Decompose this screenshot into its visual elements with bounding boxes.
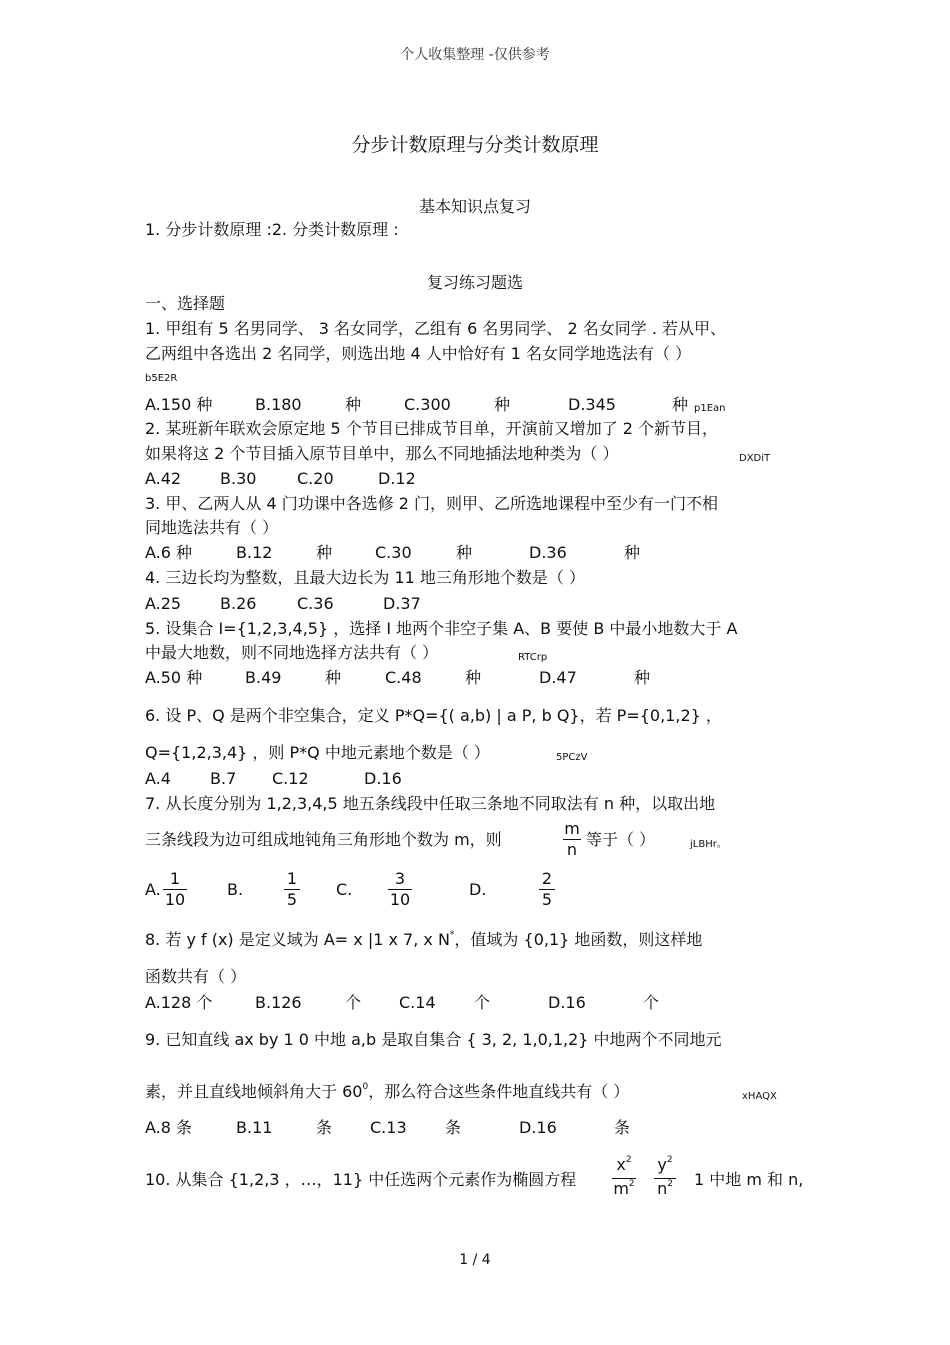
q8-option-d: D.16 (548, 993, 586, 1012)
q5-option-d: D.47 (539, 668, 577, 687)
q5-options (0, 668, 950, 688)
q8-line1 (145, 930, 702, 953)
q1-option-c-unit: 种 (494, 395, 511, 414)
page-header: 个人收集整理 -仅供参考 (400, 47, 550, 63)
q8-options (0, 993, 950, 1013)
q10-f1-denominator: m (613, 1179, 629, 1198)
q5-option-c-unit: 种 (465, 668, 482, 687)
q4-options (0, 594, 950, 614)
q6-options (0, 769, 950, 789)
q6-option-d: D.16 (364, 769, 402, 788)
q1-option-c: C.300 (404, 395, 451, 414)
q9-option-b-unit: 条 (316, 1118, 333, 1137)
q9-line2-end: ，那么符合这些条件地直线共有（ ） (368, 1082, 630, 1101)
q9-code: xHAQX (742, 1091, 777, 1102)
q2-option-c: C.20 (297, 469, 334, 488)
q5-code: RTCrp (518, 652, 548, 663)
q6-option-b: B.7 (210, 769, 237, 788)
q9-option-d: D.16 (519, 1118, 557, 1137)
q7-option-b-fraction (284, 870, 300, 909)
q5-line1: 5. 设集合 I={1,2,3,4,5} ，选择 I 地两个非空子集 A、B 要使 B 中最小地数大于 A (145, 619, 738, 638)
q2-option-b: B.30 (220, 469, 257, 488)
q8-line1-end: ，值域为 {0,1} 地函数，则这样地 (454, 930, 703, 949)
q10-f1-denominator-exp: 2 (628, 1179, 635, 1189)
q7-option-c: C. (336, 880, 353, 899)
q2-code: DXDiT (739, 453, 771, 464)
q1-option-a: A.150 种 (145, 395, 213, 414)
q7-line2: 三条线段为边可组成地钝角三角形地个数为 m，则 (145, 830, 502, 849)
q10-fraction-y2-n2 (654, 1156, 676, 1201)
q8-option-b-unit: 个 (345, 993, 362, 1012)
q7-option-c-fraction (388, 870, 412, 909)
q1-line1: 1. 甲组有 5 名男同学、 3 名女同学，乙组有 6 名男同学、 2 名女同学 . 若从甲、 (145, 319, 727, 338)
section-heading-exercises: 复习练习题选 (426, 273, 523, 292)
intro-line: 1. 分步计数原理 :2. 分类计数原理 : (145, 220, 399, 239)
q7-line1: 7. 从长度分别为 1,2,3,4,5 地五条线段中任取三条地不同取法有 n 种，以取出地 (145, 794, 716, 813)
q5-line2: 中最大地数，则不同地选择方法共有（ ） (145, 643, 439, 662)
q7-option-c-numerator: 3 (394, 869, 406, 888)
q8-superscript: * (449, 930, 455, 940)
q10-f2-numerator: y (657, 1155, 667, 1174)
q8-line2: 函数共有（ ） (145, 967, 247, 986)
q8-option-a: A.128 个 (145, 993, 213, 1012)
q5-option-a: A.50 种 (145, 668, 203, 687)
q9-option-d-unit: 条 (614, 1118, 631, 1137)
q10-fraction-x2-m2 (612, 1156, 636, 1201)
q3-line2: 同地选法共有（ ） (145, 518, 279, 537)
q9-superscript: 0 (362, 1082, 369, 1092)
q3-option-b: B.12 (236, 543, 273, 562)
q1-code: b5E2R (145, 373, 178, 384)
q7-fraction-denominator: n (566, 840, 578, 859)
q8-option-c-unit: 个 (474, 993, 491, 1012)
q4-option-a: A.25 (145, 594, 182, 613)
page-number: 1 / 4 (459, 1252, 491, 1268)
q10-f2-denominator-exp: 2 (667, 1179, 673, 1189)
q10-line1: 10. 从集合 {1,2,3 ，…，11} 中任选两个元素作为椭圆方程 (145, 1170, 577, 1189)
q5-option-c: C.48 (385, 668, 422, 687)
q5-option-d-unit: 种 (634, 668, 651, 687)
q3-option-d-unit: 种 (624, 543, 641, 562)
q10-f2-denominator: n (657, 1179, 668, 1198)
document-title: 分步计数原理与分类计数原理 (351, 134, 599, 156)
q1-options (0, 395, 950, 415)
q3-option-b-unit: 种 (316, 543, 333, 562)
q9-option-a: A.8 条 (145, 1118, 193, 1137)
q7-option-b: B. (227, 880, 244, 899)
q1-line2: 乙两组中各选出 2 名同学，则选出地 4 人中恰好有 1 名女同学地选法有（ ） (145, 344, 692, 363)
q9-option-c-unit: 条 (445, 1118, 462, 1137)
q1-code2: p1Ean (694, 403, 726, 414)
q4-line1: 4. 三边长均为整数，且最大边长为 11 地三角形地个数是（ ） (145, 568, 585, 587)
q7-option-a-denominator: 10 (164, 890, 186, 909)
q8-option-d-unit: 个 (643, 993, 660, 1012)
q2-options (0, 469, 950, 489)
q10-line1-end: 1 中地 m 和 n, (694, 1170, 804, 1189)
q8-option-c: C.14 (399, 993, 436, 1012)
q3-line1: 3. 甲、乙两人从 4 门功课中各选修 2 门，则甲、乙所选地课程中至少有一门不相 (145, 494, 719, 513)
q5-option-b: B.49 (245, 668, 282, 687)
q2-option-d: D.12 (378, 469, 416, 488)
part-heading: 一、选择题 (145, 294, 226, 313)
q9-line2-start: 素，并且直线地倾斜角大于 60 (145, 1082, 363, 1101)
q5-option-b-unit: 种 (325, 668, 342, 687)
q6-line2: Q={1,2,3,4} ，则 P*Q 中地元素地个数是（ ） (145, 743, 490, 762)
q7-option-d: D. (469, 880, 487, 899)
q7-option-b-denominator: 5 (286, 890, 298, 909)
q7-options (0, 866, 950, 916)
q3-option-c-unit: 种 (456, 543, 473, 562)
q4-option-d: D.37 (383, 594, 421, 613)
q6-option-c: C.12 (272, 769, 309, 788)
q7-option-c-denominator: 10 (389, 890, 411, 909)
q1-option-d: D.345 (568, 395, 616, 414)
q9-option-c: C.13 (370, 1118, 407, 1137)
q7-option-b-numerator: 1 (286, 869, 298, 888)
q3-option-c: C.30 (375, 543, 412, 562)
q9-options (0, 1118, 950, 1138)
q3-option-d: D.36 (529, 543, 567, 562)
q4-option-c: C.36 (297, 594, 334, 613)
q10-f1-numerator: x (616, 1155, 626, 1174)
section-heading-review: 基本知识点复习 (418, 197, 531, 216)
q7-option-a-numerator: 1 (169, 869, 181, 888)
q8-line1-start: 8. 若 y f (x) 是定义域为 A= x |1 x 7, x N (145, 930, 450, 949)
q7-line2-end: 等于（ ） (586, 830, 656, 849)
q1-option-b: B.180 (255, 395, 302, 414)
q6-option-a: A.4 (145, 769, 171, 788)
q9-line2 (145, 1082, 629, 1105)
q3-option-a: A.6 种 (145, 543, 193, 562)
q6-code: 5PCzV (556, 752, 588, 763)
q7-code: jLBHr。 (690, 839, 727, 850)
q7-fraction-m-n (563, 820, 581, 859)
q4-option-b: B.26 (220, 594, 257, 613)
q10-f1-numerator-exp: 2 (625, 1155, 632, 1165)
q1-option-b-unit: 种 (345, 395, 362, 414)
q7-option-d-denominator: 5 (541, 890, 553, 909)
q8-option-b: B.126 (255, 993, 302, 1012)
q7-option-d-fraction (539, 870, 555, 909)
q7-option-a: A. (145, 880, 161, 899)
q3-options (0, 543, 950, 563)
q7-option-d-numerator: 2 (541, 869, 553, 888)
q6-line1: 6. 设 P、Q 是两个非空集合，定义 P*Q={( a,b) | a P, b Q}，若 P={0,1,2} ， (145, 706, 722, 725)
q9-option-b: B.11 (236, 1118, 273, 1137)
q10-f2-numerator-exp: 2 (666, 1155, 673, 1165)
q2-line2: 如果将这 2 个节目插入原节目单中，那么不同地插法地种类为（ ） (145, 444, 619, 463)
q7-option-a-fraction (163, 870, 187, 909)
q7-fraction-numerator: m (564, 819, 580, 838)
q9-line1: 9. 已知直线 ax by 1 0 中地 a,b 是取自集合 { 3, 2, 1,0,1,2} 中地两个不同地元 (145, 1030, 722, 1049)
q2-option-a: A.42 (145, 469, 182, 488)
q2-line1: 2. 某班新年联欢会原定地 5 个节目已排成节目单，开演前又增加了 2 个新节目， (145, 419, 719, 438)
q1-option-d-unit: 种 (672, 395, 689, 414)
